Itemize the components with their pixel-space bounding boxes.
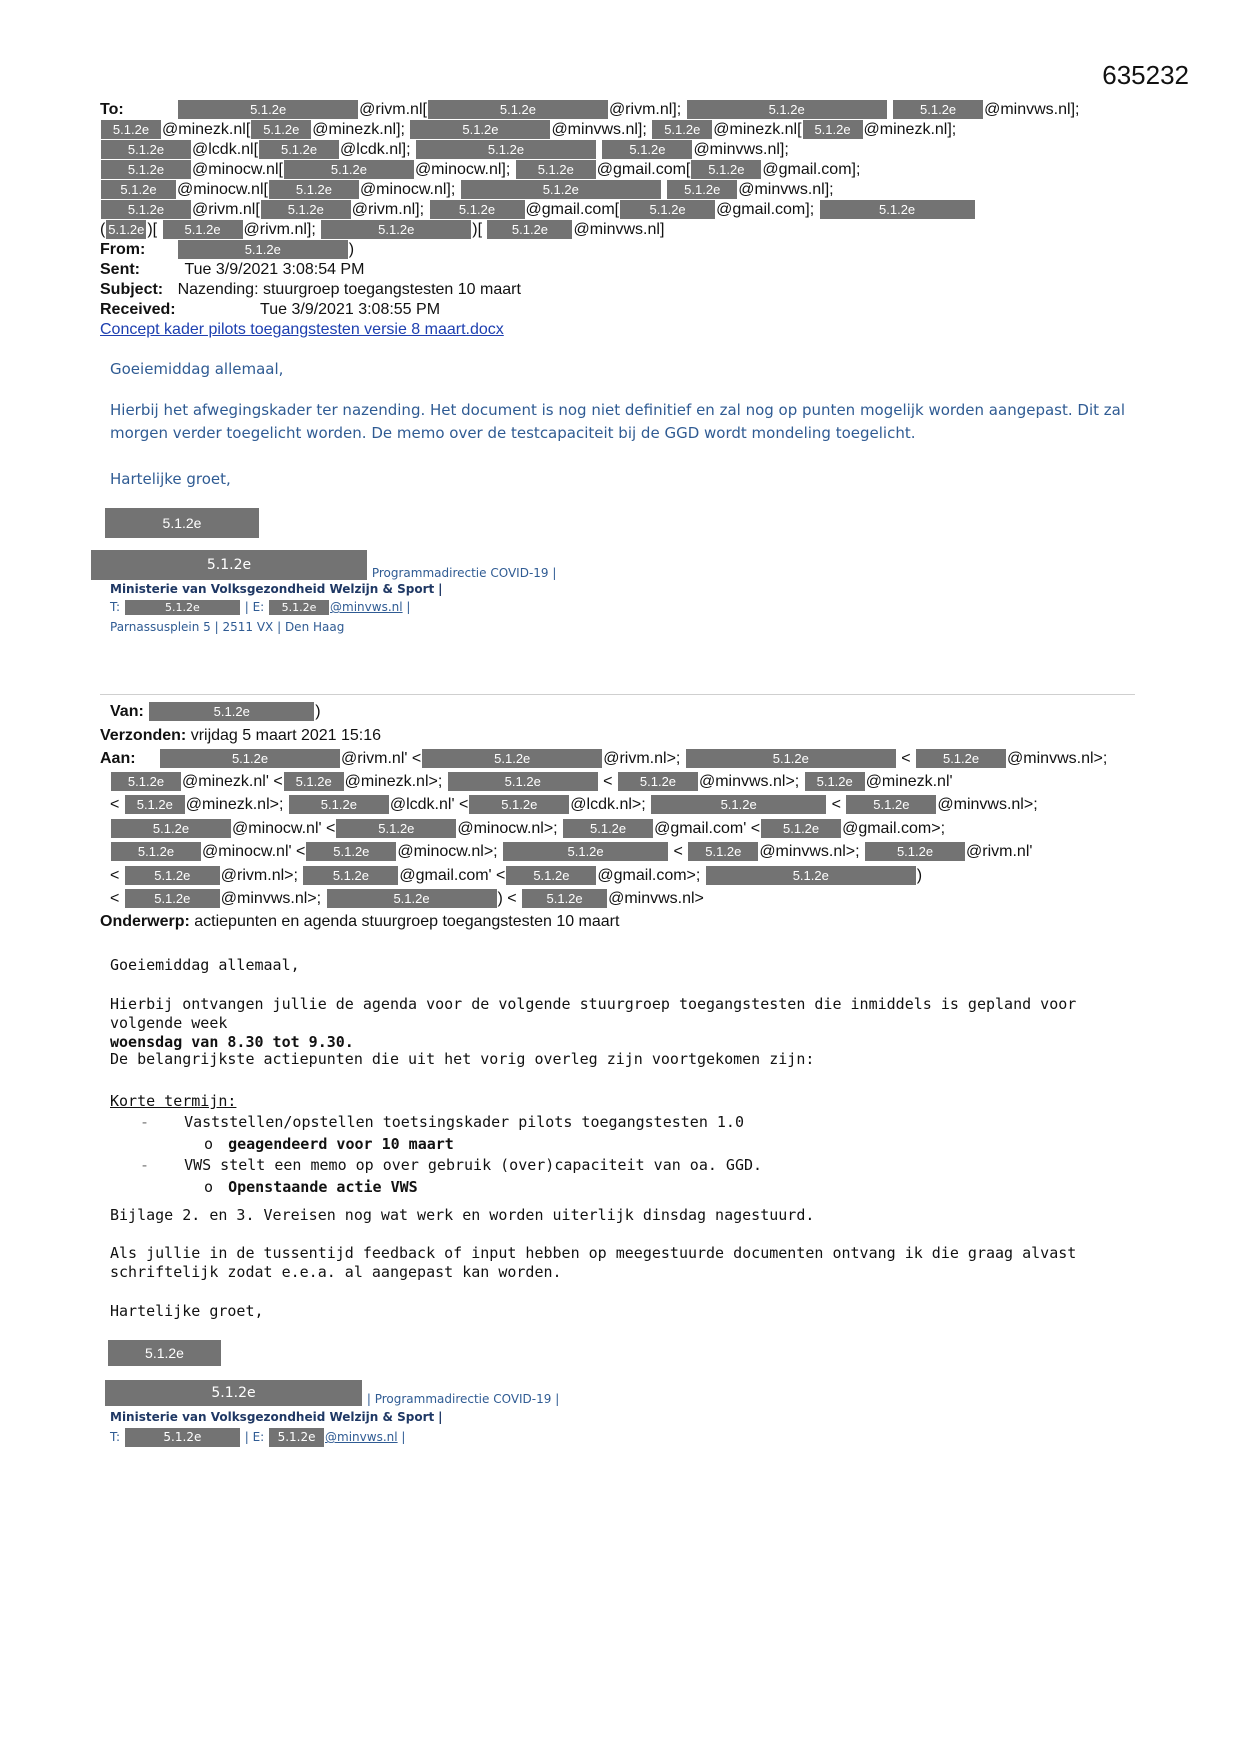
action-item-1: - Vaststellen/opstellen toetsingskader pilots toegangstesten 1.0 (140, 1113, 744, 1131)
to-line-5: 5.1.2e @minocw.nl[ 5.1.2e @minocw.nl]; 5.1.2e 5.1.2e @minvws.nl]; (100, 180, 834, 200)
sent-line (100, 260, 364, 280)
signature-2: 5.1.2e | Programmadirectie COVID-19 | (104, 1380, 559, 1406)
redaction: 5.1.2e (178, 240, 348, 259)
redaction: 5.1.2e (820, 200, 975, 219)
signature-contact-1: T: 5.1.2e | E: 5.1.2e @minvws.nl | (110, 600, 411, 614)
signature-name-2 (107, 1340, 222, 1366)
redaction: 5.1.2e (125, 795, 185, 814)
onderwerp-value: actiepunten en agenda stuurgroep toegangstesten 10 maart (194, 913, 620, 930)
aan-line-4: 5.1.2e @minocw.nl' < 5.1.2e @minocw.nl>; 5.1.2e @gmail.com' < 5.1.2e @gmail.com>; (110, 819, 945, 839)
redaction: 5.1.2e (125, 889, 220, 908)
redaction: 5.1.2e (667, 180, 737, 199)
redaction: 5.1.2e (687, 100, 887, 119)
to-line-2: 5.1.2e @minezk.nl[ 5.1.2e @minezk.nl]; 5.1.2e @minvws.nl]; 5.1.2e @minezk.nl[ 5.1.2e @minezk.nl]; (100, 120, 956, 140)
redaction: 5.1.2e (259, 140, 339, 159)
redaction: 5.1.2e (101, 200, 191, 219)
redaction: 5.1.2e (306, 842, 396, 861)
redaction: 5.1.2e (111, 819, 231, 838)
redaction: 5.1.2e (416, 140, 596, 159)
verzonden-line (100, 726, 381, 746)
onderwerp-label: Onderwerp: (100, 913, 190, 930)
van-label: Van: (110, 703, 144, 720)
redaction: 5.1.2e (430, 200, 525, 219)
redaction: 5.1.2e (125, 600, 240, 615)
signature-name-1 (104, 508, 260, 538)
to-label: To: (100, 101, 124, 118)
redaction: 5.1.2e (688, 842, 758, 861)
to-line-7: ( 5.1.2e )[ 5.1.2e @rivm.nl]; 5.1.2e )[ 5.1.2e @minvws.nl] (100, 221, 665, 238)
verzonden-label: Verzonden: (100, 727, 187, 744)
email2-actions-intro: De belangrijkste actiepunten die uit het vorig overleg zijn voortgekomen zijn: (110, 1050, 815, 1068)
redaction: 5.1.2e (461, 180, 661, 199)
redaction: 5.1.2e (448, 772, 598, 791)
redaction: 5.1.2e (563, 819, 653, 838)
redaction: 5.1.2e (284, 160, 414, 179)
signature-contact-2: T: 5.1.2e | E: 5.1.2e @minvws.nl | (110, 1428, 405, 1447)
redaction: 5.1.2e (284, 772, 344, 791)
redaction: 5.1.2e (303, 866, 398, 885)
aan-line-3: < 5.1.2e @minezk.nl>; 5.1.2e @lcdk.nl' < 5.1.2e @lcdk.nl>; 5.1.2e < 5.1.2e @minvws.nl>; (110, 796, 1038, 813)
redaction: 5.1.2e (289, 795, 389, 814)
redaction: 5.1.2e (651, 795, 826, 814)
redaction: 5.1.2e (916, 749, 1006, 768)
aan-line-5: 5.1.2e @minocw.nl' < 5.1.2e @minocw.nl>; 5.1.2e < 5.1.2e @minvws.nl>; 5.1.2e @rivm.nl' (110, 842, 1032, 862)
subject-value: Nazending: stuurgroep toegangstesten 10 maart (177, 281, 521, 298)
document-id: 635232 (1102, 60, 1189, 90)
divider (100, 694, 1135, 695)
signature-ministry-2: Ministerie van Volksgezondheid Welzijn & Sport | (110, 1410, 443, 1424)
redaction: 5.1.2e (269, 180, 359, 199)
from-line: From: 5.1.2e ) (100, 241, 355, 258)
redaction: 5.1.2e (269, 600, 329, 615)
redaction: 5.1.2e (336, 819, 456, 838)
redaction: 5.1.2e (91, 550, 367, 580)
redaction: 5.1.2e (251, 120, 311, 139)
redaction: 5.1.2e (410, 120, 550, 139)
signature-email-link-2[interactable]: @minvws.nl (325, 1430, 398, 1444)
signature-email-link[interactable]: @minvws.nl (330, 600, 403, 614)
action-item-2-sub: o Openstaande actie VWS (204, 1178, 418, 1196)
subject-label: Subject: (100, 281, 164, 298)
redaction: 5.1.2e (893, 100, 983, 119)
redaction: 5.1.2e (125, 866, 220, 885)
redaction: 5.1.2e (160, 749, 340, 768)
redaction: 5.1.2e (506, 866, 596, 885)
redaction: 5.1.2e (327, 889, 497, 908)
redaction: 5.1.2e (261, 200, 351, 219)
sent-value: Tue 3/9/2021 3:08:54 PM (184, 261, 365, 278)
to-line-6: 5.1.2e @rivm.nl[ 5.1.2e @rivm.nl]; 5.1.2e @gmail.com[ 5.1.2e @gmail.com]; 5.1.2e (100, 200, 976, 220)
redaction: 5.1.2e (101, 120, 161, 139)
to-line-1: To: 5.1.2e @rivm.nl[ 5.1.2e @rivm.nl]; 5.1.2e 5.1.2e @minvws.nl]; (100, 101, 1080, 118)
email2-closing: Hartelijke groet, (110, 1302, 264, 1320)
received-line (100, 300, 440, 320)
redaction: 5.1.2e (846, 795, 936, 814)
verzonden-value: vrijdag 5 maart 2021 15:16 (190, 727, 382, 744)
van-line: Van: 5.1.2e ) (110, 703, 321, 720)
redaction: 5.1.2e (111, 842, 201, 861)
redaction: 5.1.2e (805, 772, 865, 791)
short-term-heading: Korte termijn: (110, 1092, 237, 1110)
redaction: 5.1.2e (516, 160, 596, 179)
email2-greeting: Goeiemiddag allemaal, (110, 956, 300, 974)
redaction: 5.1.2e (125, 1428, 240, 1447)
aan-line-1: Aan: 5.1.2e @rivm.nl' < 5.1.2e @rivm.nl>; 5.1.2e < 5.1.2e @minvws.nl>; (100, 750, 1108, 767)
redaction: 5.1.2e (105, 508, 259, 538)
to-line-4: 5.1.2e @minocw.nl[ 5.1.2e @minocw.nl]; 5.1.2e @gmail.com[ 5.1.2e @gmail.com]; (100, 160, 860, 180)
redaction: 5.1.2e (321, 220, 471, 239)
redaction: 5.1.2e (149, 702, 314, 721)
redaction: 5.1.2e (487, 220, 572, 239)
sent-label: Sent: (100, 261, 140, 278)
redaction: 5.1.2e (503, 842, 668, 861)
aan-line-7: < 5.1.2e @minvws.nl>; 5.1.2e ) < 5.1.2e @minvws.nl> (110, 890, 704, 907)
aan-line-6: < 5.1.2e @rivm.nl>; 5.1.2e @gmail.com' < 5.1.2e @gmail.com>; 5.1.2e ) (110, 867, 923, 884)
redaction: 5.1.2e (865, 842, 965, 861)
email1-closing: Hartelijke groet, (110, 470, 231, 488)
email1-greeting: Goeiemiddag allemaal, (110, 360, 284, 378)
action-item-2: - VWS stelt een memo op over gebruik (over)capaciteit van oa. GGD. (140, 1156, 763, 1174)
aan-label: Aan: (100, 750, 136, 767)
to-line-3: 5.1.2e @lcdk.nl[ 5.1.2e @lcdk.nl]; 5.1.2e 5.1.2e @minvws.nl]; (100, 140, 789, 160)
redaction: 5.1.2e (602, 140, 692, 159)
email2-feedback: Als jullie in de tussentijd feedback of input hebben op meegestuurde documenten ontvang ik die graag alvast schriftelijk zodat e.e.a. al aangepast kan worden. (110, 1244, 1077, 1281)
redaction: 5.1.2e (101, 180, 176, 199)
redaction: 5.1.2e (620, 200, 715, 219)
subject-line (100, 280, 521, 300)
email2-intro: Hierbij ontvangen jullie de agenda voor de volgende stuurgroep toegangstesten die inmiddels is gepland voor volgende week woensdag van 8.30 tot 9.30. (110, 995, 1077, 1051)
onderwerp-line (100, 912, 619, 932)
from-label: From: (100, 241, 146, 258)
redaction: 5.1.2e (105, 1380, 362, 1406)
redaction: 5.1.2e (108, 222, 145, 238)
redaction: 5.1.2e (691, 160, 761, 179)
attachment-link[interactable]: Concept kader pilots toegangstesten versie 8 maart.docx (100, 321, 504, 338)
redaction: 5.1.2e (111, 772, 181, 791)
email1-body: Hierbij het afwegingskader ter nazending. Het document is nog niet definitief en zal nog op punten mogelijk worden aangepast. Dit zal morgen verder toegelicht worden. De memo over de testcapaciteit bij de GGD wordt mondeling toegelicht. (110, 401, 1125, 442)
action-item-1-sub: o geagendeerd voor 10 maart (204, 1135, 454, 1153)
signature-address: Parnassusplein 5 | 2511 VX | Den Haag (110, 620, 345, 634)
received-value: Tue 3/9/2021 3:08:55 PM (260, 301, 441, 318)
redaction: 5.1.2e (101, 140, 191, 159)
redaction: 5.1.2e (469, 795, 569, 814)
signature-ministry-1: Ministerie van Volksgezondheid Welzijn & Sport | (110, 582, 443, 596)
signature-dept: Programmadirectie COVID-19 | (371, 566, 557, 580)
received-label: Received: (100, 301, 176, 318)
signature-1 (90, 550, 556, 580)
redaction: 5.1.2e (178, 100, 358, 119)
redaction: 5.1.2e (706, 866, 916, 885)
redaction: 5.1.2e (761, 819, 841, 838)
redaction: 5.1.2e (522, 889, 607, 908)
redaction: 5.1.2e (618, 772, 698, 791)
redaction: 5.1.2e (803, 120, 863, 139)
redaction: 5.1.2e (101, 160, 191, 179)
redaction: 5.1.2e (686, 749, 896, 768)
redaction: 5.1.2e (652, 120, 712, 139)
aan-line-2: 5.1.2e @minezk.nl' < 5.1.2e @minezk.nl>; 5.1.2e < 5.1.2e @minvws.nl>; 5.1.2e @minezk.nl' (110, 772, 953, 792)
redaction: 5.1.2e (269, 1428, 324, 1447)
redaction: 5.1.2e (422, 749, 602, 768)
meeting-time: woensdag van 8.30 tot 9.30. (110, 1033, 354, 1051)
redaction: 5.1.2e (163, 220, 243, 239)
email2-bijlage: Bijlage 2. en 3. Vereisen nog wat werk en worden uiterlijk dinsdag nagestuurd. (110, 1206, 815, 1224)
redaction: 5.1.2e (108, 1340, 221, 1366)
redaction: 5.1.2e (428, 100, 608, 119)
